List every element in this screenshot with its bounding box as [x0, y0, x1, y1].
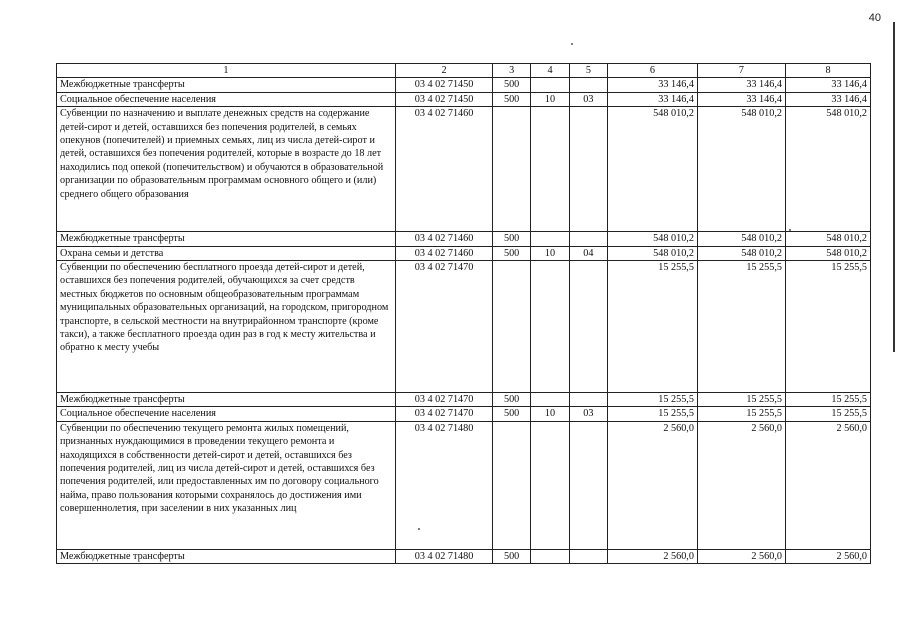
- section: [531, 261, 570, 393]
- amount-col8: 15 255,5: [785, 407, 870, 421]
- amount-col6: 15 255,5: [607, 261, 697, 393]
- amount-col7: 548 010,2: [697, 107, 785, 232]
- header-cell: 4: [531, 64, 570, 78]
- section: 10: [531, 407, 570, 421]
- table-row: [57, 246, 871, 260]
- row-name: Субвенции по обеспечению текущего ремонта жилых помещений, признанных нуждающимися в проведении текущего ремонта и находящихся в собственности детей-сирот и детей, оставшихся без попечения родителей, лиц из числа детей-сирот и детей, оставшихся без попечения родителей, или предоставленных им по договору социального найма, право пользования которыми сохранялось до достижения ими совершеннолетия, при заселении в них указанных лиц: [57, 421, 396, 549]
- row-name: Социальное обеспечение населения: [57, 92, 396, 106]
- row-name: Межбюджетные трансферты: [57, 549, 396, 563]
- row-name: Межбюджетные трансферты: [57, 78, 396, 92]
- table-row: [57, 78, 871, 92]
- expense-type: 500: [493, 549, 531, 563]
- row-name: Субвенции по назначению и выплате денежных средств на содержание детей-сирот и детей, оставшихся без попечения родителей, в семьях опекунов (попечителей) и приемных семьях, лиц из числа детей-сирот и детей, оставшихся без попечения родителей, которые в возрасте до 18 лет находились под опекой (попечительством) и обучаются в образовательной организации по образовательным программам основного общего и (или) среднего общего образования: [57, 107, 396, 232]
- amount-col7: 33 146,4: [697, 78, 785, 92]
- amount-col7: 15 255,5: [697, 393, 785, 407]
- target-article: 03 4 02 71470: [395, 261, 492, 393]
- row-name: Субвенции по обеспечению бесплатного проезда детей-сирот и детей, оставшихся без попечения родителей, обучающихся за счет средств местных бюджетов по основным общеобразовательным программам муниципальных образовательных организаций, на городском, пригородном транспорте, в сельской местности на внутрирайонном транспорте (кроме такси), а также бесплатного проезда один раз в год к месту жительства и обратно к месту учебы: [57, 261, 396, 393]
- subsection: [569, 261, 607, 393]
- amount-col6: 33 146,4: [607, 78, 697, 92]
- table-row: [57, 393, 871, 407]
- page-number: 40: [868, 12, 881, 24]
- table-row: [57, 407, 871, 421]
- amount-col8: 15 255,5: [785, 261, 870, 393]
- section: [531, 78, 570, 92]
- subsection: 04: [569, 246, 607, 260]
- amount-col7: 548 010,2: [697, 246, 785, 260]
- amount-col7: 2 560,0: [697, 421, 785, 549]
- table-row: [57, 549, 871, 563]
- amount-col8: 548 010,2: [785, 107, 870, 232]
- table-row: [57, 421, 871, 549]
- expense-type: [493, 421, 531, 549]
- amount-col7: 33 146,4: [697, 92, 785, 106]
- header-cell: 1: [57, 64, 396, 78]
- row-name: Межбюджетные трансферты: [57, 393, 396, 407]
- table-row: [57, 107, 871, 232]
- amount-col8: 15 255,5: [785, 393, 870, 407]
- expense-type: 500: [493, 78, 531, 92]
- amount-col6: 2 560,0: [607, 549, 697, 563]
- amount-col6: 2 560,0: [607, 421, 697, 549]
- amount-col6: 15 255,5: [607, 393, 697, 407]
- section: [531, 107, 570, 232]
- subsection: [569, 549, 607, 563]
- expense-type: [493, 107, 531, 232]
- subsection: [569, 78, 607, 92]
- table-row: [57, 92, 871, 106]
- amount-col7: 548 010,2: [697, 232, 785, 246]
- subsection: [569, 232, 607, 246]
- section: [531, 421, 570, 549]
- budget-table: [56, 63, 871, 564]
- section: 10: [531, 246, 570, 260]
- header-cell: 8: [785, 64, 870, 78]
- target-article: 03 4 02 71460: [395, 232, 492, 246]
- amount-col8: 33 146,4: [785, 92, 870, 106]
- subsection: [569, 107, 607, 232]
- amount-col6: 548 010,2: [607, 107, 697, 232]
- amount-col7: 15 255,5: [697, 261, 785, 393]
- section: [531, 549, 570, 563]
- target-article: 03 4 02 71460: [395, 246, 492, 260]
- target-article: 03 4 02 71470: [395, 407, 492, 421]
- amount-col7: 2 560,0: [697, 549, 785, 563]
- expense-type: [493, 261, 531, 393]
- table-row: [57, 232, 871, 246]
- row-name: Межбюджетные трансферты: [57, 232, 396, 246]
- amount-col7: 15 255,5: [697, 407, 785, 421]
- subsection: 03: [569, 407, 607, 421]
- target-article: 03 4 02 71450: [395, 78, 492, 92]
- expense-type: 500: [493, 246, 531, 260]
- header-cell: 6: [607, 64, 697, 78]
- expense-type: 500: [493, 92, 531, 106]
- header-cell: 2: [395, 64, 492, 78]
- expense-type: 500: [493, 407, 531, 421]
- header-cell: 7: [697, 64, 785, 78]
- header-cell: 5: [569, 64, 607, 78]
- section: 10: [531, 92, 570, 106]
- amount-col8: 548 010,2: [785, 246, 870, 260]
- subsection: [569, 393, 607, 407]
- section: [531, 393, 570, 407]
- table-row: [57, 261, 871, 393]
- target-article: 03 4 02 71470: [395, 393, 492, 407]
- row-name: Охрана семьи и детства: [57, 246, 396, 260]
- target-article: 03 4 02 71450: [395, 92, 492, 106]
- amount-col6: 15 255,5: [607, 407, 697, 421]
- scan-speck: [571, 43, 573, 45]
- amount-col8: 548 010,2: [785, 232, 870, 246]
- header-row: [57, 64, 871, 78]
- target-article: 03 4 02 71460: [395, 107, 492, 232]
- amount-col6: 33 146,4: [607, 92, 697, 106]
- target-article: 03 4 02 71480: [395, 549, 492, 563]
- amount-col8: 2 560,0: [785, 421, 870, 549]
- expense-type: 500: [493, 393, 531, 407]
- subsection: [569, 421, 607, 549]
- amount-col6: 548 010,2: [607, 246, 697, 260]
- amount-col8: 2 560,0: [785, 549, 870, 563]
- row-name: Социальное обеспечение населения: [57, 407, 396, 421]
- expense-type: 500: [493, 232, 531, 246]
- amount-col6: 548 010,2: [607, 232, 697, 246]
- target-article: 03 4 02 71480: [395, 421, 492, 549]
- subsection: 03: [569, 92, 607, 106]
- amount-col8: 33 146,4: [785, 78, 870, 92]
- header-cell: 3: [493, 64, 531, 78]
- scan-edge-mark: [893, 22, 895, 352]
- section: [531, 232, 570, 246]
